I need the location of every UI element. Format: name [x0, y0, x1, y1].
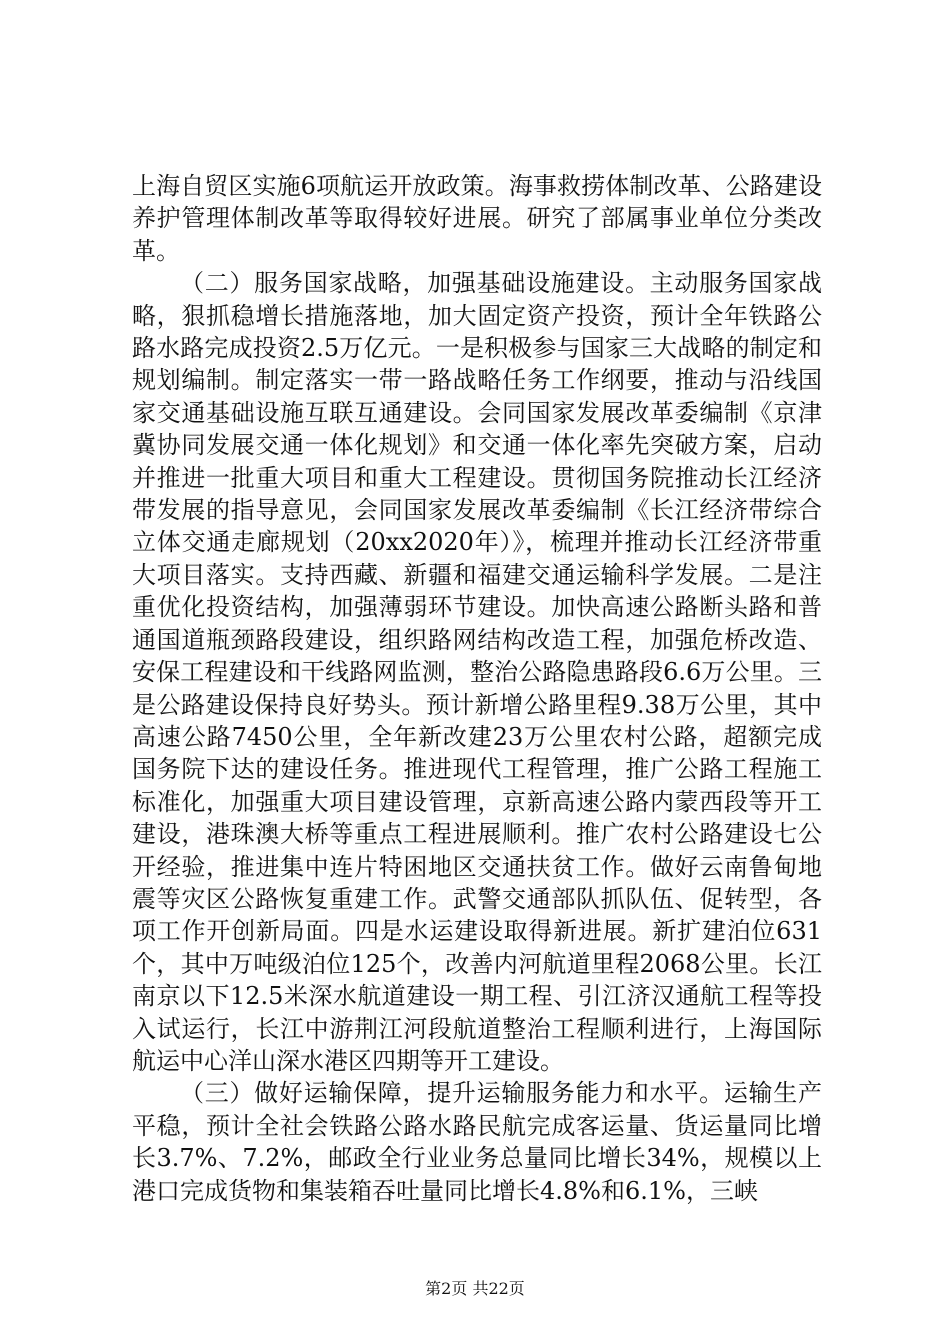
page-footer: 第2页 共22页 — [425, 1279, 525, 1298]
document-body — [132, 170, 822, 1207]
paragraph-2: （二）服务国家战略，加强基础设施建设。主动服务国家战略，狠抓稳增长措施落地，加大固定资产投资，预计全年铁路公路水路完成投资2.5万亿元。一是积极参与国家三大战略的制定和规划编制。制定落实一带一路战略任务工作纲要，推动与沿线国家交通基础设施互联互通建设。会同国家发展改革委编制《京津冀协同发展交通一体化规划》和交通一体化率先突破方案，启动并推进一批重大项目和重大工程建设。贯彻国务院推动长江经济带发展的指导意见，会同国家发展改革委编制《长江经济带综合立体交通走廊规划（20xx2020年）》，梳理并推动长江经济带重大项目落实。支持西藏、新疆和福建交通运输科学发展。二是注重优化投资结构，加强薄弱环节建设。加快高速公路断头路和普通国道瓶颈路段建设，组织路网结构改造工程，加强危桥改造、安保工程建设和干线路网监测，整治公路隐患路段6.6万公里。三是公路建设保持良好势头。预计新增公路里程9.38万公里，其中高速公路7450公里，全年新改建23万公里农村公路，超额完成国务院下达的建设任务。推进现代工程管理，推广公路工程施工标准化，加强重大项目建设管理，京新高速公路内蒙西段等开工建设，港珠澳大桥等重点工程进展顺利。推广农村公路建设七公开经验，推进集中连片特困地区交通扶贫工作。做好云南鲁甸地震等灾区公路恢复重建工作。武警交通部队抓队伍、促转型，各项工作开创新局面。四是水运建设取得新进展。新扩建泊位631个，其中万吨级泊位125个，改善内河航道里程2068公里。长江南京以下12.5米深水航道建设一期工程、引江济汉通航工程等投入试运行，长江中游荆江河段航道整治工程顺利进行，上海国际航运中心洋山深水港区四期等开工建设。 — [132, 269, 822, 1075]
paragraph-3: （三）做好运输保障，提升运输服务能力和水平。运输生产平稳，预计全社会铁路公路水路民航完成客运量、货运量同比增长3.7%、7.2%，邮政全行业业务总量同比增长34%，规模以上港口完成货物和集装箱吞吐量同比增长4.8%和6.1%，三峡 — [132, 1079, 822, 1205]
paragraph-1: 上海自贸区实施6项航运开放政策。海事救捞体制改革、公路建设养护管理体制改革等取得较好进展。研究了部属事业单位分类改革。 — [132, 172, 822, 265]
